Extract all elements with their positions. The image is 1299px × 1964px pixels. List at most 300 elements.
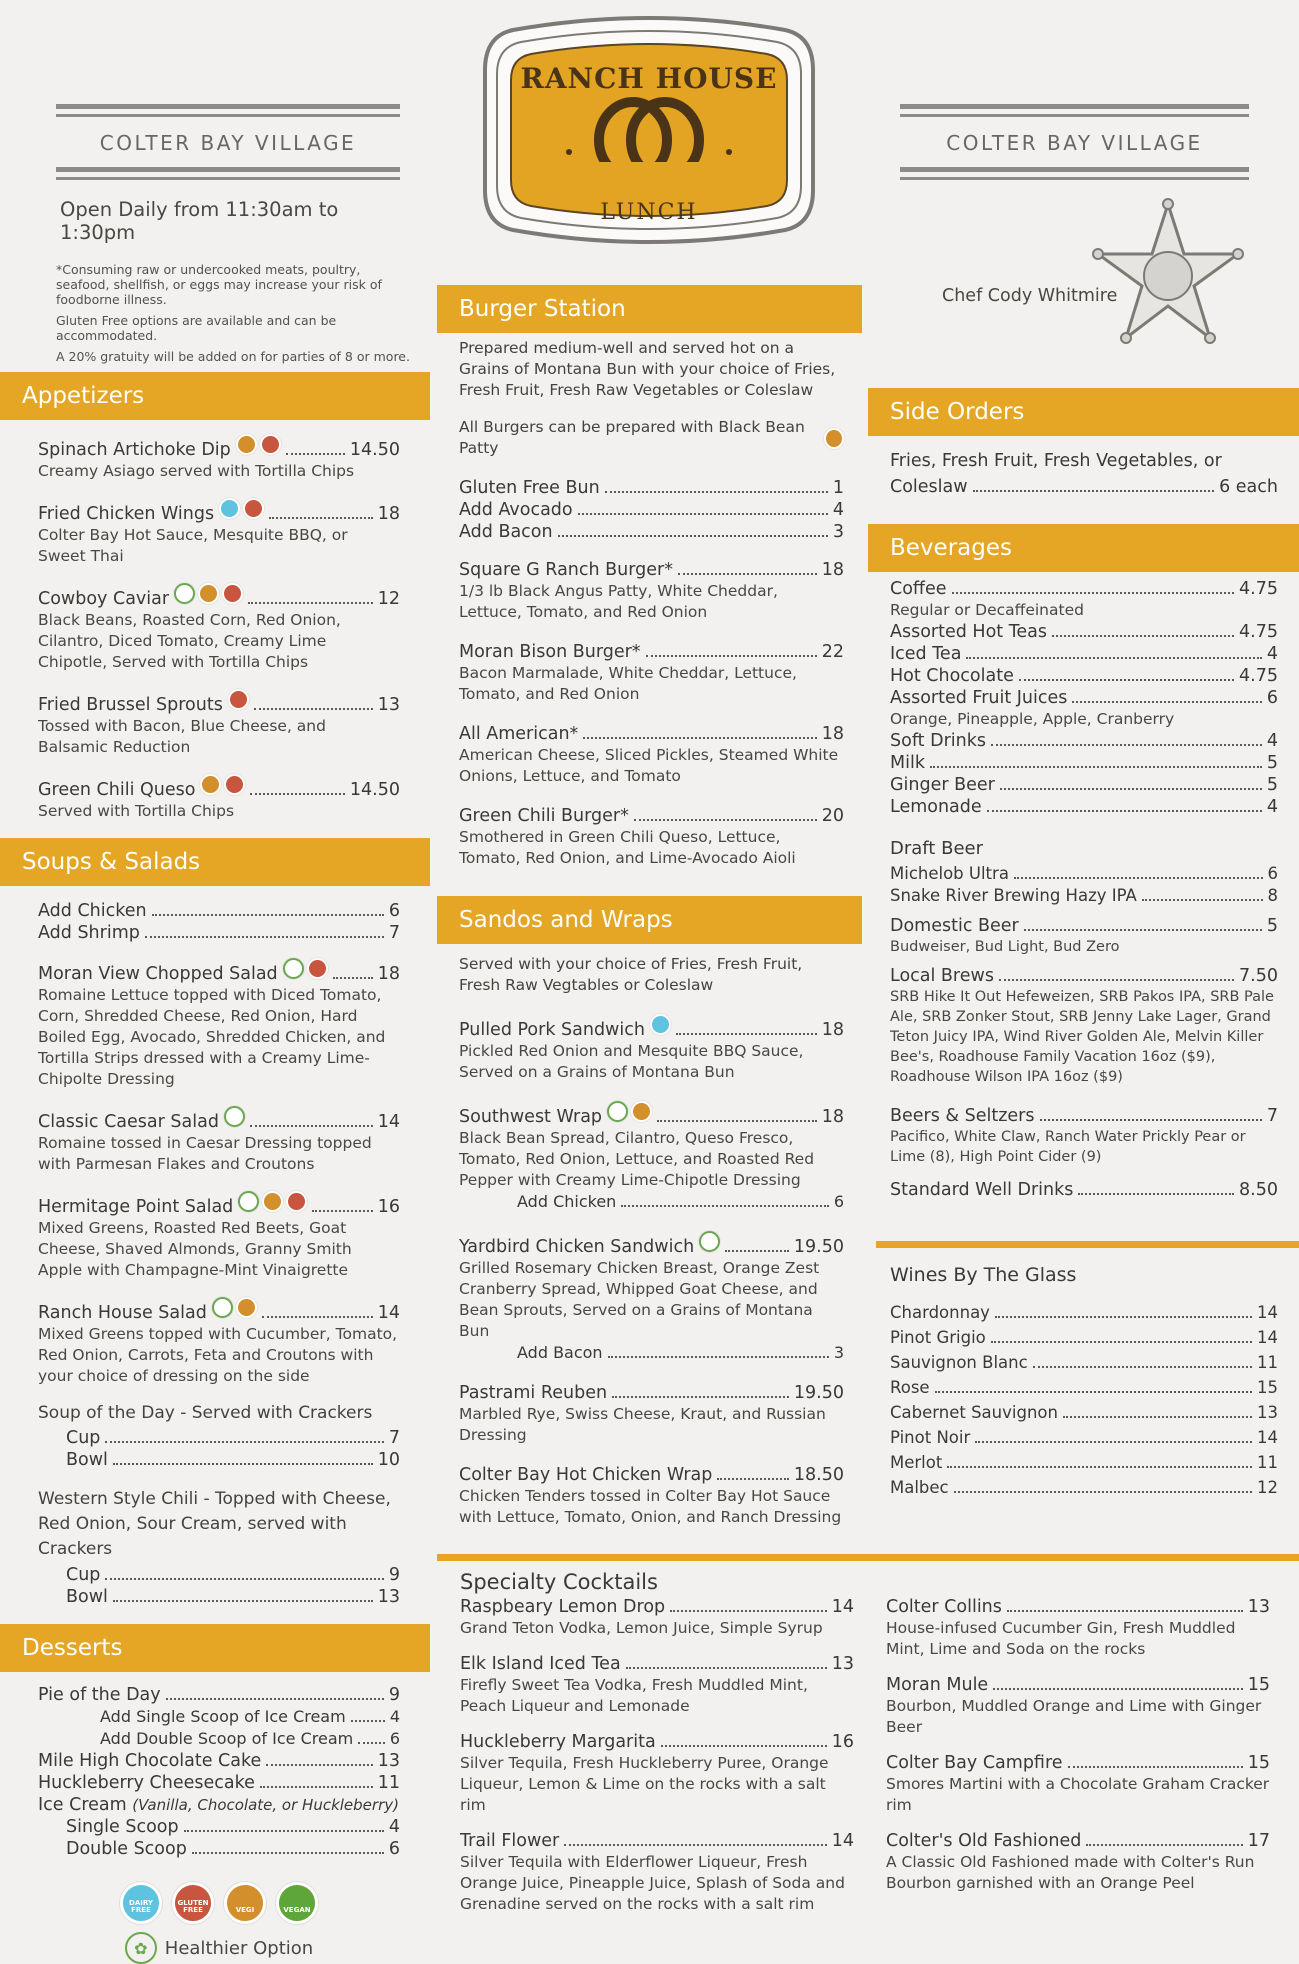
rule <box>900 167 1249 172</box>
bev-row <box>890 885 1278 907</box>
item-name: Milk <box>890 753 925 773</box>
item-price: 11 <box>1257 1353 1278 1372</box>
sandos-intro: Served with your choice of Fries, Fresh Fruit, Fresh Raw Vegtables or Coleslaw <box>459 955 803 994</box>
section-header-appetizers: Appetizers <box>0 372 430 420</box>
soups-list <box>0 886 430 1608</box>
item-name: Beers & Seltzers <box>890 1106 1035 1126</box>
addon-price: 6 <box>388 901 400 921</box>
item-price: 4 <box>1266 644 1278 664</box>
dots <box>954 1491 1252 1493</box>
list-item <box>886 1830 1270 1894</box>
dairy-free-icon <box>219 498 240 519</box>
item-price: 14.50 <box>349 780 400 800</box>
gluten-free-icon <box>222 583 243 604</box>
item-price: 20 <box>821 806 844 826</box>
item-price: 4.75 <box>1239 622 1278 642</box>
dots <box>995 1316 1252 1318</box>
item-price: 4 <box>1266 797 1278 817</box>
item-name: Yardbird Chicken Sandwich <box>459 1237 695 1257</box>
item-name: Hot Chocolate <box>890 666 1014 686</box>
item-desc: Black Beans, Roasted Corn, Red Onion, Cilantro, Diced Tomato, Creamy Lime Chipotle, Served with Tortilla Chips <box>38 611 341 671</box>
bev-row <box>890 687 1278 709</box>
sheriff-star-icon <box>1088 196 1248 360</box>
item-name: Mile High Chocolate Cake <box>38 1751 262 1771</box>
item-price: 8 <box>1267 886 1278 905</box>
item-price: 7 <box>1266 1106 1278 1126</box>
item-name: Add Single Scoop of Ice Cream <box>100 1707 346 1726</box>
dots <box>250 793 344 795</box>
item-name: Colter's Old Fashioned <box>886 1831 1082 1851</box>
item-price: 14 <box>1257 1303 1278 1322</box>
dots <box>266 1764 372 1766</box>
gluten-free-icon: GLUTEN FREE <box>172 1882 214 1924</box>
item-price: 14 <box>1257 1328 1278 1347</box>
item-name: Fried Chicken Wings <box>38 504 215 524</box>
list-item <box>459 1014 844 1083</box>
dots <box>1033 1366 1252 1368</box>
diet-badges <box>212 1297 257 1318</box>
item-price: 11 <box>1257 1453 1278 1472</box>
dots <box>1014 877 1263 879</box>
dairy-free-icon <box>650 1014 671 1035</box>
sides-list <box>890 450 1278 498</box>
addon-price: 4 <box>832 500 844 520</box>
bev-row <box>890 643 1278 665</box>
bev-row <box>890 1105 1278 1127</box>
item-price: 16 <box>377 1197 400 1217</box>
western-chili <box>38 1487 400 1608</box>
patty-note-text: All Burgers can be prepared with Black Bean Patty <box>459 418 805 457</box>
village-header-right <box>868 0 1299 180</box>
item-price: 14 <box>831 1831 854 1851</box>
item-price: 6 <box>388 1839 400 1859</box>
list-item <box>38 498 400 567</box>
wine-row <box>890 1300 1278 1325</box>
dots <box>262 1316 373 1318</box>
addon-row <box>38 900 400 922</box>
item-desc: Orange, Pineapple, Apple, Cranberry <box>890 710 1175 728</box>
item-price: 4 <box>389 1707 400 1726</box>
dots <box>260 1786 373 1788</box>
wines-title: Wines By The Glass <box>890 1264 1077 1286</box>
item-price: 9 <box>388 1685 400 1705</box>
dessert-row <box>38 1684 400 1706</box>
item-desc: Pacifico, White Claw, Ranch Water Prickly Pear or Lime (8), High Point Cider (9) <box>890 1129 1246 1165</box>
list-item <box>38 434 400 482</box>
dots <box>583 737 816 739</box>
section-header-desserts: Desserts <box>0 1624 430 1672</box>
bev-row <box>890 965 1278 987</box>
rule <box>900 177 1249 180</box>
item-desc: SRB Hike It Out Hefeweizen, SRB Pakos IPA, SRB Pale Ale, SRB Zonker Stout, SRB Jenny Lake Lager, Grand Teton Juicy IPA, Wind River Golden Ale, Melvin Killer Bee's, Roadhouse Family Vacation 16oz ($9), Roadhouse Wilson IPA 16oz ($9) <box>890 989 1274 1085</box>
list-item <box>886 1674 1270 1738</box>
village-header-left <box>0 0 430 180</box>
item-name: Standard Well Drinks <box>890 1180 1074 1200</box>
addon-price: 7 <box>388 923 400 943</box>
dots <box>930 766 1262 768</box>
chili-title: Western Style Chili - Topped with Cheese, Red Onion, Sour Cream, served with Crackers <box>38 1489 391 1559</box>
bev-row <box>890 578 1278 600</box>
item-name: Moran Mule <box>886 1675 989 1695</box>
note-foodborne: *Consuming raw or undercooked meats, poultry, seafood, shellfish, or eggs may increase your risk of foodborne illness. <box>56 262 382 307</box>
cup-label: Cup <box>66 1565 101 1585</box>
dots <box>608 1356 829 1358</box>
item-price: 19.50 <box>793 1237 844 1257</box>
dots <box>333 977 373 979</box>
item-price: 11 <box>377 1773 400 1793</box>
dessert-row <box>38 1750 400 1772</box>
chef-name: Chef Cody Whitmire <box>942 286 1118 306</box>
item-desc: Grand Teton Vodka, Lemon Juice, Simple Syrup <box>460 1619 823 1637</box>
dots <box>993 1688 1243 1690</box>
cup-row <box>38 1427 400 1449</box>
ice-cream-flavors: (Vanilla, Chocolate, or Huckleberry) <box>132 1796 399 1814</box>
item-name: Huckleberry Margarita <box>460 1732 656 1752</box>
logo <box>473 10 825 250</box>
list-item <box>38 1191 400 1281</box>
list-item <box>459 1231 844 1364</box>
vegi-icon <box>236 434 257 455</box>
bev-row <box>890 863 1278 885</box>
item-desc: Mixed Greens, Roasted Red Beets, Goat Cheese, Shaved Almonds, Granny Smith Apple with Champagne-Mint Vinaigrette <box>38 1219 352 1279</box>
item-name: Green Chili Queso <box>38 780 196 800</box>
dots <box>973 490 1215 492</box>
cocktails-right <box>886 1596 1270 1915</box>
item-price: 13 <box>1247 1597 1270 1617</box>
addon-row <box>459 499 844 521</box>
item-price: 18 <box>821 560 844 580</box>
dessert-row <box>38 1728 400 1750</box>
dots <box>676 1033 817 1035</box>
right-column <box>868 0 1299 1497</box>
item-name: Sauvignon Blanc <box>890 1353 1028 1372</box>
draft-beer-title: Draft Beer <box>890 838 983 859</box>
item-desc: Chicken Tenders tossed in Colter Bay Hot Sauce with Lettuce, Tomato, Onion, and Ranch Dressing <box>459 1487 842 1526</box>
item-desc: 1/3 lb Black Angus Patty, White Cheddar, Lettuce, Tomato, and Red Onion <box>459 582 778 621</box>
item-price: 14 <box>377 1112 400 1132</box>
item-name: Ginger Beer <box>890 775 995 795</box>
item-desc: Regular or Decaffeinated <box>890 601 1084 619</box>
dots <box>991 744 1262 746</box>
dots <box>184 1830 384 1832</box>
item-price: 15 <box>1257 1378 1278 1397</box>
list-item <box>886 1596 1270 1660</box>
item-price: 14 <box>831 1597 854 1617</box>
wine-row <box>890 1350 1278 1375</box>
dots <box>1078 1193 1234 1195</box>
bev-row <box>890 774 1278 796</box>
item-name: Iced Tea <box>890 644 962 664</box>
section-header-sandos-wraps: Sandos and Wraps <box>437 896 862 944</box>
item-desc: Grilled Rosemary Chicken Breast, Orange Zest Cranberry Spread, Whipped Goat Cheese, and Bean Sprouts, Served on a Grains of Montana Bun <box>459 1259 820 1340</box>
item-price: 15 <box>1247 1675 1270 1695</box>
dots <box>269 517 373 519</box>
item-price: 6 each <box>1219 477 1278 497</box>
item-desc: American Cheese, Sliced Pickles, Steamed White Onions, Lettuce, and Tomato <box>459 746 839 785</box>
sides-line <box>890 450 1278 472</box>
bev-row <box>890 730 1278 752</box>
item-price: 22 <box>821 642 844 662</box>
item-desc: Smothered in Green Chili Queso, Lettuce, Tomato, Red Onion, and Lime-Avocado Aioli <box>459 828 796 867</box>
item-name: Ranch House Salad <box>38 1303 207 1323</box>
bowl-price: 10 <box>377 1450 400 1470</box>
cocktails-columns <box>460 1596 1280 1915</box>
list-item <box>460 1653 854 1717</box>
item-desc: Colter Bay Hot Sauce, Mesquite BBQ, or Sweet Thai <box>38 526 348 565</box>
dots <box>1086 1844 1242 1846</box>
item-price: 12 <box>1257 1478 1278 1497</box>
dots <box>1019 679 1234 681</box>
burger-list <box>459 338 844 885</box>
wine-row <box>890 1325 1278 1350</box>
item-name: Rose <box>890 1378 930 1397</box>
dots <box>670 1610 827 1612</box>
item-name: Fried Brussel Sprouts <box>38 695 223 715</box>
list-item <box>38 1297 400 1387</box>
addon-name: Add Shrimp <box>38 923 140 943</box>
divider <box>437 1554 1299 1561</box>
addon-name: Add Chicken <box>517 1192 617 1211</box>
patty-note <box>459 417 844 459</box>
item-name: Hermitage Point Salad <box>38 1197 234 1217</box>
bev-row <box>890 1179 1278 1201</box>
item-price: 14.50 <box>349 440 400 460</box>
divider <box>876 1241 1299 1248</box>
bev-row <box>890 915 1278 937</box>
dots <box>192 1852 384 1854</box>
soup-of-the-day <box>38 1403 400 1471</box>
item-desc: Served with Tortilla Chips <box>38 802 235 820</box>
gluten-free-icon <box>228 689 249 710</box>
diet-badges <box>607 1101 652 1122</box>
cocktails-left <box>460 1596 854 1915</box>
item-name: Square G Ranch Burger* <box>459 560 673 580</box>
item-name: Pulled Pork Sandwich <box>459 1020 645 1040</box>
item-desc: Budweiser, Bud Light, Bud Zero <box>890 939 1120 955</box>
item-name: Coleslaw <box>890 477 968 497</box>
dots <box>612 1396 789 1398</box>
bowl-row <box>38 1586 400 1608</box>
dots <box>166 1698 384 1700</box>
item-name: Cowboy Caviar <box>38 589 170 609</box>
svg <box>1088 196 1248 356</box>
dots <box>621 1205 829 1207</box>
rule <box>56 167 400 172</box>
dots <box>678 573 817 575</box>
dots <box>145 936 384 938</box>
item-price: 16 <box>831 1732 854 1752</box>
item-price: 4 <box>1266 731 1278 751</box>
addon-row <box>459 1342 844 1364</box>
item-price: 18 <box>821 1020 844 1040</box>
item-price: 18.50 <box>793 1465 844 1485</box>
item-name: Merlot <box>890 1453 943 1472</box>
dots <box>105 1441 383 1443</box>
dots <box>646 655 817 657</box>
appetizers-list <box>0 420 430 822</box>
list-item <box>459 1382 844 1446</box>
item-name: Soft Drinks <box>890 731 986 751</box>
item-desc: Silver Tequila with Elderflower Liqueur, Fresh Orange Juice, Pineapple Juice, Splash of Soda and Grenadine served on the rocks with a salt rim <box>460 1853 845 1913</box>
dots <box>935 1391 1252 1393</box>
addon-name: Gluten Free Bun <box>459 478 600 498</box>
dessert-row <box>38 1794 400 1816</box>
sides-text: Fries, Fresh Fruit, Fresh Vegetables, or <box>890 451 1222 471</box>
item-price: 4.75 <box>1239 579 1278 599</box>
dots <box>351 1720 385 1722</box>
item-desc: House-infused Cucumber Gin, Fresh Muddled Mint, Lime and Soda on the rocks <box>886 1619 1236 1658</box>
item-desc: Silver Tequila, Fresh Huckleberry Puree, Orange Liqueur, Lemon & Lime on the rocks with a salt rim <box>460 1754 829 1814</box>
bowl-label: Bowl <box>66 1450 108 1470</box>
hours-text: Open Daily from 11:30am to 1:30pm <box>60 198 339 244</box>
item-name: Ice Cream <box>38 1795 127 1815</box>
dots <box>1068 1766 1243 1768</box>
item-desc: Bacon Marmalade, White Cheddar, Lettuce, Tomato, and Red Onion <box>459 664 797 703</box>
diet-legend <box>38 1882 400 1924</box>
item-name: Local Brews <box>890 966 994 986</box>
village-name: COLTER BAY VILLAGE <box>946 131 1203 155</box>
item-price: 5 <box>1266 916 1278 936</box>
cocktails-title: Specialty Cocktails <box>460 1570 658 1594</box>
gluten-free-icon <box>307 958 328 979</box>
section-header-soups-salads: Soups & Salads <box>0 838 430 886</box>
left-column <box>0 0 430 1964</box>
item-price: 18 <box>377 504 400 524</box>
list-item <box>38 583 400 673</box>
healthier-option-icon <box>174 583 195 604</box>
item-price: 12 <box>377 589 400 609</box>
dessert-row <box>38 1816 400 1838</box>
item-desc: Marbled Rye, Swiss Cheese, Kraut, and Russian Dressing <box>459 1405 826 1444</box>
addon-price: 1 <box>832 478 844 498</box>
dots <box>152 914 384 916</box>
diet-badges <box>224 1106 245 1127</box>
dots <box>605 491 828 493</box>
item-name: Trail Flower <box>460 1831 560 1851</box>
dots <box>987 810 1262 812</box>
item-name: Coffee <box>890 579 947 599</box>
dots <box>975 1441 1252 1443</box>
bev-row <box>890 752 1278 774</box>
dots <box>1040 1119 1262 1121</box>
dots <box>661 1745 827 1747</box>
dairy-free-icon: DAIRY FREE <box>120 1882 162 1924</box>
rule <box>900 104 1249 109</box>
item-price: 4 <box>388 1817 400 1837</box>
wine-row <box>890 1425 1278 1450</box>
addon-row <box>459 521 844 543</box>
addon-name: Add Chicken <box>38 901 147 921</box>
diet-badges <box>236 434 281 455</box>
section-header-beverages: Beverages <box>868 524 1299 572</box>
healthier-option-icon <box>238 1191 259 1212</box>
addon-name: Add Bacon <box>517 1343 603 1362</box>
addon-row <box>459 477 844 499</box>
list-item <box>460 1596 854 1639</box>
list-item <box>38 689 400 758</box>
item-price: 14 <box>1257 1428 1278 1447</box>
list-item <box>459 641 844 705</box>
diet-badges <box>650 1014 671 1035</box>
dots <box>105 1578 383 1580</box>
healthier-option-icon <box>283 958 304 979</box>
item-name: Elk Island Iced Tea <box>460 1654 621 1674</box>
item-name: Michelob Ultra <box>890 864 1009 883</box>
item-price: 5 <box>1266 753 1278 773</box>
wine-row <box>890 1400 1278 1425</box>
item-name: Huckleberry Cheesecake <box>38 1773 255 1793</box>
item-name: Moran View Chopped Salad <box>38 964 278 984</box>
bowl-label: Bowl <box>66 1587 108 1607</box>
list-item <box>459 559 844 623</box>
item-name: Single Scoop <box>66 1817 179 1837</box>
healthier-label: Healthier Option <box>164 1937 314 1959</box>
beverages-list <box>890 578 1278 1201</box>
desserts-list <box>0 1672 430 1964</box>
section-header-burger-station: Burger Station <box>437 285 862 333</box>
gluten-free-icon <box>286 1191 307 1212</box>
diet-badges <box>200 774 245 795</box>
note-gratuity: A 20% gratuity will be added on for parties of 8 or more. <box>56 349 410 364</box>
dots <box>564 1844 826 1846</box>
vegi-icon <box>631 1101 652 1122</box>
item-price: 6 <box>389 1729 400 1748</box>
item-price: 4.75 <box>1239 666 1278 686</box>
wine-row <box>890 1475 1278 1500</box>
list-item <box>460 1731 854 1816</box>
dots <box>657 1120 817 1122</box>
dots <box>558 535 828 537</box>
item-price: 13 <box>1257 1403 1278 1422</box>
dessert-row <box>38 1772 400 1794</box>
addon-row <box>38 922 400 944</box>
dots <box>1142 899 1263 901</box>
item-price: 13 <box>831 1654 854 1674</box>
item-price: 7.50 <box>1239 966 1278 986</box>
dots <box>248 602 373 604</box>
item-desc: Smores Martini with a Chocolate Graham Cracker rim <box>886 1775 1270 1814</box>
item-price: 13 <box>377 1751 400 1771</box>
item-name: Pinot Grigio <box>890 1328 986 1347</box>
wines-list <box>890 1264 1278 1500</box>
dots <box>1063 1416 1252 1418</box>
dots <box>634 819 817 821</box>
vegi-icon: VEGI <box>224 1882 266 1924</box>
item-desc: Black Bean Spread, Cilantro, Queso Fresco, Tomato, Red Onion, Lettuce, and Roasted Red Pepper with Creamy Lime-Chipotle Dressing <box>459 1129 815 1189</box>
item-desc: Tossed with Bacon, Blue Cheese, and Balsamic Reduction <box>38 717 326 756</box>
diet-badges <box>174 583 243 604</box>
addons <box>459 477 844 543</box>
item-price: 18 <box>821 1107 844 1127</box>
item-name: Colter Collins <box>886 1597 1002 1617</box>
vegi-icon <box>200 774 221 795</box>
item-name: Domestic Beer <box>890 916 1019 936</box>
item-desc: Pickled Red Onion and Mesquite BBQ Sauce, Served on a Grains of Montana Bun <box>459 1042 804 1081</box>
dots <box>1072 701 1261 703</box>
dots <box>947 1466 1252 1468</box>
item-price: 5 <box>1266 775 1278 795</box>
healthier-option-icon <box>699 1231 720 1252</box>
item-price: 6 <box>1266 688 1278 708</box>
item-name: Raspbeary Lemon Drop <box>460 1597 666 1617</box>
diet-badges <box>238 1191 307 1212</box>
diet-badges <box>228 689 249 710</box>
cup-price: 7 <box>388 1428 400 1448</box>
dots <box>250 1125 373 1127</box>
vegi-icon <box>198 583 219 604</box>
dessert-row <box>38 1706 400 1728</box>
sides-row <box>890 476 1278 498</box>
